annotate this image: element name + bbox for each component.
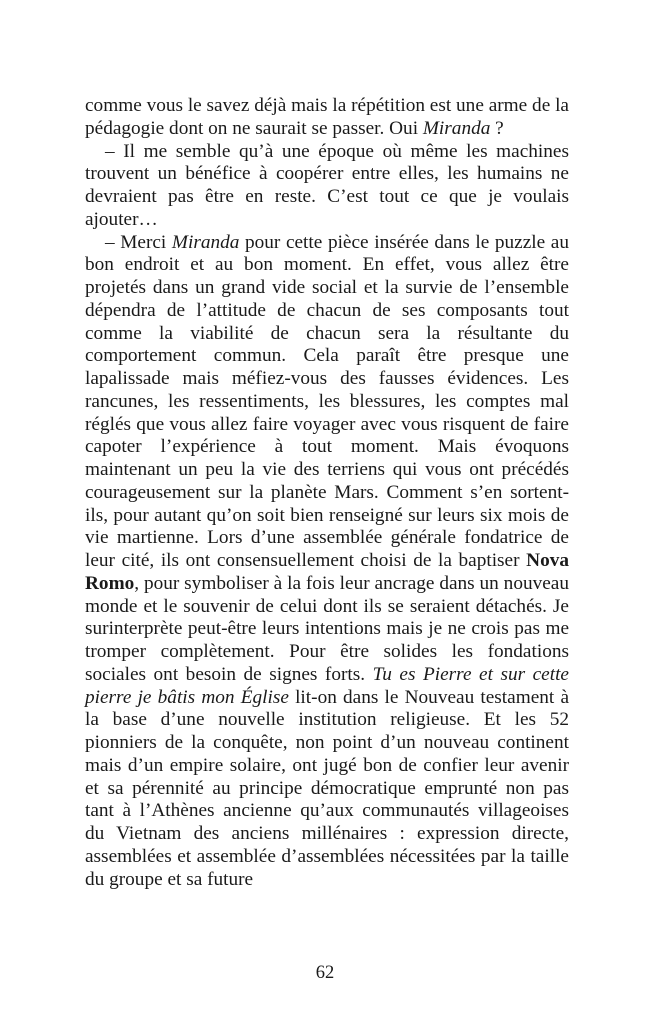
paragraph-3 — [85, 232, 569, 892]
italic-quotation: Tu es Pierre et sur cette pierre je bâtis mon Église — [85, 663, 569, 708]
text-run: – Merci — [105, 231, 172, 253]
text-run: lit-on dans le Nouveau testament à la base d’une nouvelle institution religieuse. Et les 52 pionniers de la conquête, non point d’un nouveau continent mais d’un empire solaire, ont jugé bon de confier leur avenir et sa pérennité au principe démocratique emprunté non pas tant à l’Athènes ancienne qu’aux communautés villageoises du Vietnam des anciens millénaires : expression directe, assemblées et assemblée d’assemblées nécessitées par la taille du groupe et sa future — [85, 686, 570, 890]
page-number: 62 — [315, 963, 335, 983]
text-run: – Il me semble qu’à une époque où même les machines trouvent un bénéfice à coopérer entre elles, les humains ne devraient pas être en reste. C’est tout ce que je voulais ajouter… — [85, 140, 569, 230]
text-run: ? — [490, 117, 504, 139]
text-run: pour cette pièce insérée dans le puzzle au bon endroit et au bon moment. En effet, vous allez être projetés dans un grand vide social et la survie de l’ensemble dépendra de l’attitude de chacun de ses composants tout comme la viabilité de chacun sera la résultante du comportement commun. Cela paraît être presque une lapalissade mais méfiez-vous des fausses évidences. Les rancunes, les ressentiments, les blessures, les comptes mal réglés que vous allez faire voyager avec vous risquent de faire capoter l’expérience à tout moment. Mais évoquons maintenant un peu la vie des terriens qui vous ont précédés courageusement sur la planète Mars. Comment s’en sortent-ils, pour autant qu’on soit bien renseigné sur leurs six mois de vie martienne. Lors d’une assemblée générale fondatrice de leur cité, ils ont consensuellement choisi de la baptiser — [85, 231, 570, 571]
text-run: , pour symboliser à la fois leur ancrage dans un nouveau monde et le souvenir de celui dont ils se seraient détachés. Je surinterprète peut-être leurs intentions mais je ne crois pas me tromper complètement. Pour être solides les fondations sociales ont besoin de signes forts. — [85, 572, 569, 685]
body-text — [85, 95, 569, 891]
text-run: comme vous le savez déjà mais la répétition est une arme de la pédagogie dont on ne saurait se passer. Oui — [85, 95, 569, 139]
italic-name-miranda: Miranda — [171, 231, 240, 253]
bold-city-name: Nova Romo — [85, 550, 569, 594]
italic-name-miranda: Miranda — [422, 117, 491, 139]
paragraph-2 — [85, 141, 569, 232]
paragraph-1 — [85, 95, 569, 141]
